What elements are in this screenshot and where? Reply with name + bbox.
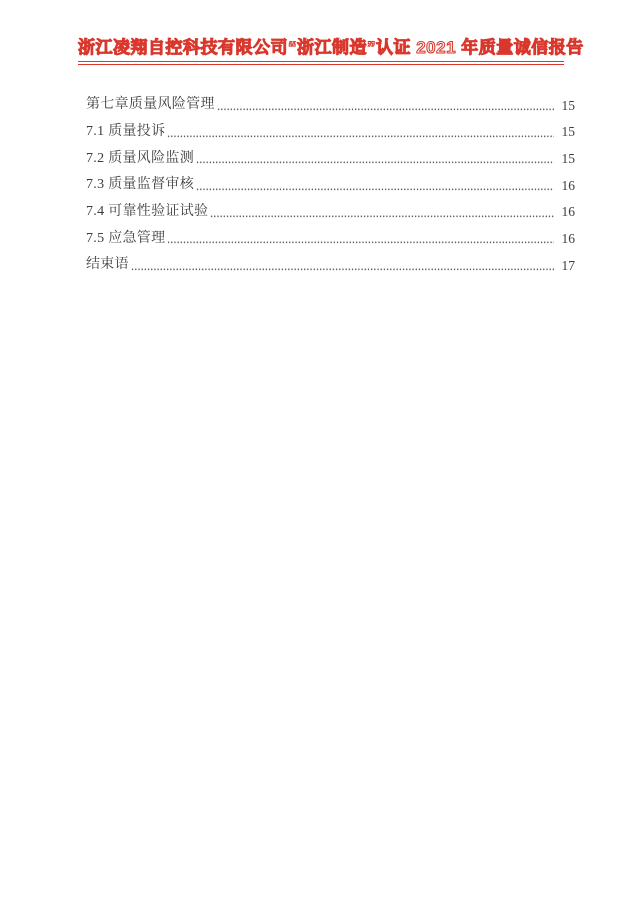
- toc-entry-text: 7.2 质量风险监测: [86, 150, 194, 166]
- toc-entry-text: 第七章质量风险管理: [86, 97, 215, 113]
- page-number: 15: [561, 124, 575, 140]
- leader-dots: [131, 268, 554, 271]
- toc-entry-text: 7.4 可靠性验证试验: [86, 204, 209, 220]
- page-number: 16: [561, 204, 575, 220]
- leader-dots: [210, 215, 554, 218]
- toc-entry: [86, 119, 575, 146]
- leader-dots: [196, 188, 554, 191]
- page-number: 16: [561, 231, 575, 247]
- page-number: 17: [561, 257, 575, 273]
- toc-entry: [86, 92, 575, 119]
- toc-entry: [86, 172, 575, 199]
- leader-dots: [167, 135, 554, 138]
- report-title: “浙江制造”认证 2021 年质量诚信报告: [288, 38, 584, 57]
- page-number: 15: [561, 150, 575, 166]
- toc-entry-text: 7.3 质量监督审核: [86, 177, 194, 193]
- table-of-contents: [86, 92, 575, 279]
- leader-dots: [217, 108, 554, 111]
- toc-entry-text: 结束语: [86, 257, 129, 273]
- leader-dots: [167, 241, 554, 244]
- toc-entry: [86, 145, 575, 172]
- page-header: [78, 38, 584, 65]
- page-number: 16: [561, 177, 575, 193]
- page-number: 15: [561, 97, 575, 113]
- toc-entry: [86, 252, 575, 279]
- toc-entry-text: 7.1 质量投诉: [86, 124, 166, 140]
- leader-dots: [196, 161, 554, 164]
- toc-entry: [86, 225, 575, 252]
- toc-entry: [86, 199, 575, 226]
- company-name: 浙江凌翔自控科技有限公司: [78, 38, 288, 57]
- toc-entry-text: 7.5 应急管理: [86, 230, 166, 246]
